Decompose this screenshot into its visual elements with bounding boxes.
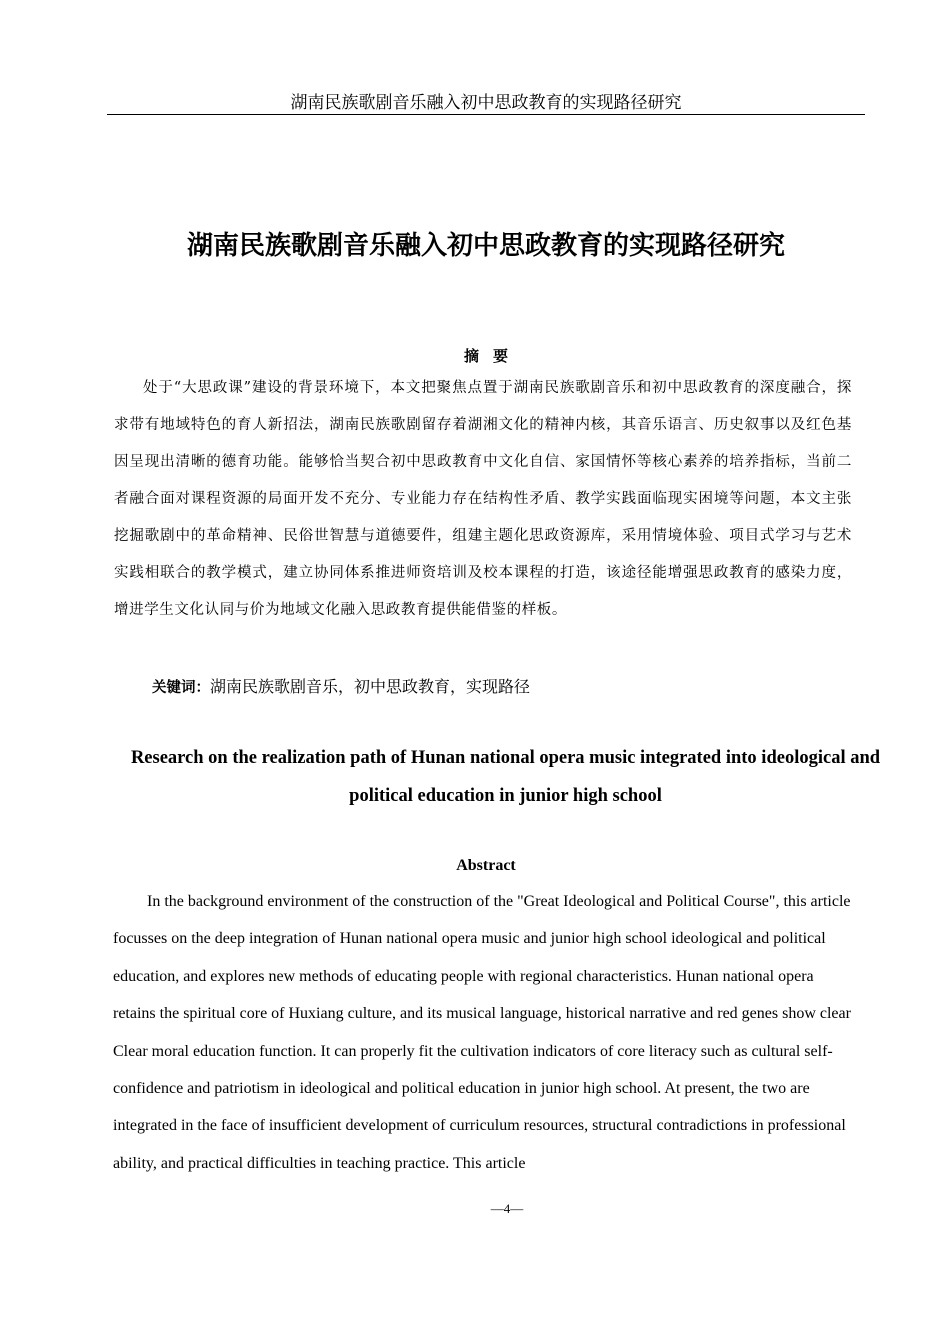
abstract-body-cn: 处于“大思政课”建设的背景环境下，本文把聚焦点置于湖南民族歌剧音乐和初中思政教育的深度融合，探求带有地域特色的育人新招法，湖南民族歌剧留存着湖湘文化的精神内核，其音乐语言、历史叙事以及红色基因呈现出清晰的德育功能。能够恰当契合初中思政教育中文化自信、家国情怀等核心素养的培养指标，当前二者融合面对课程资源的局面开发不充分、专业能力存在结构性矛盾、教学实践面临现实困境等问题，本文主张挖掘歌剧中的革命精神、民俗世智慧与道德要件，组建主题化思政资源库，采用情境体验、项目式学习与艺术实践相联合的教学模式，建立协同体系推进师资培训及校本课程的打造，该途径能增强思政教育的感染力度，增进学生文化认同与价为地域文化融入思政教育提供能借鉴的样板。 <box>114 380 852 618</box>
document-title-cn: 湖南民族歌剧音乐融入初中思政教育的实现路径研究 <box>186 231 785 261</box>
abstract-body-en: In the background environment of the construction of the "Great Ideological and Political Course", this article focusses on the deep integration of Hunan national opera music and junior high school ideological and political education, and explores new methods of educating people with regional characteristics. Hunan national opera retains the spiritual core of Huxiang culture, and its musical language, historical narrative and red genes show clear Clear moral education function. It can properly fit the cultivation indicators of core literacy such as cultural self-confidence and patriotism in ideological and political education in junior high school. At present, the two are integrated in the face of insufficient development of curriculum resources, structural contradictions in professional ability, and practical difficulties in teaching practice. This article <box>113 893 851 1172</box>
abstract-heading-en: Abstract <box>456 857 516 874</box>
running-header: 湖南民族歌剧音乐融入初中思政教育的实现路径研究 <box>290 93 682 113</box>
page-number: —4— <box>490 1201 524 1216</box>
abstract-heading-cn: 摘要 <box>463 347 522 365</box>
document-title-en: Research on the realization path of Hunan national opera music integrated into ideological and political education in junior high school <box>130 748 881 806</box>
keywords-cn: 湖南民族歌剧音乐，初中思政教育，实现路径 <box>210 677 531 696</box>
keywords-line-cn <box>152 673 852 702</box>
header-rule <box>107 114 865 115</box>
keywords-label-cn: 关键词： <box>152 679 210 696</box>
